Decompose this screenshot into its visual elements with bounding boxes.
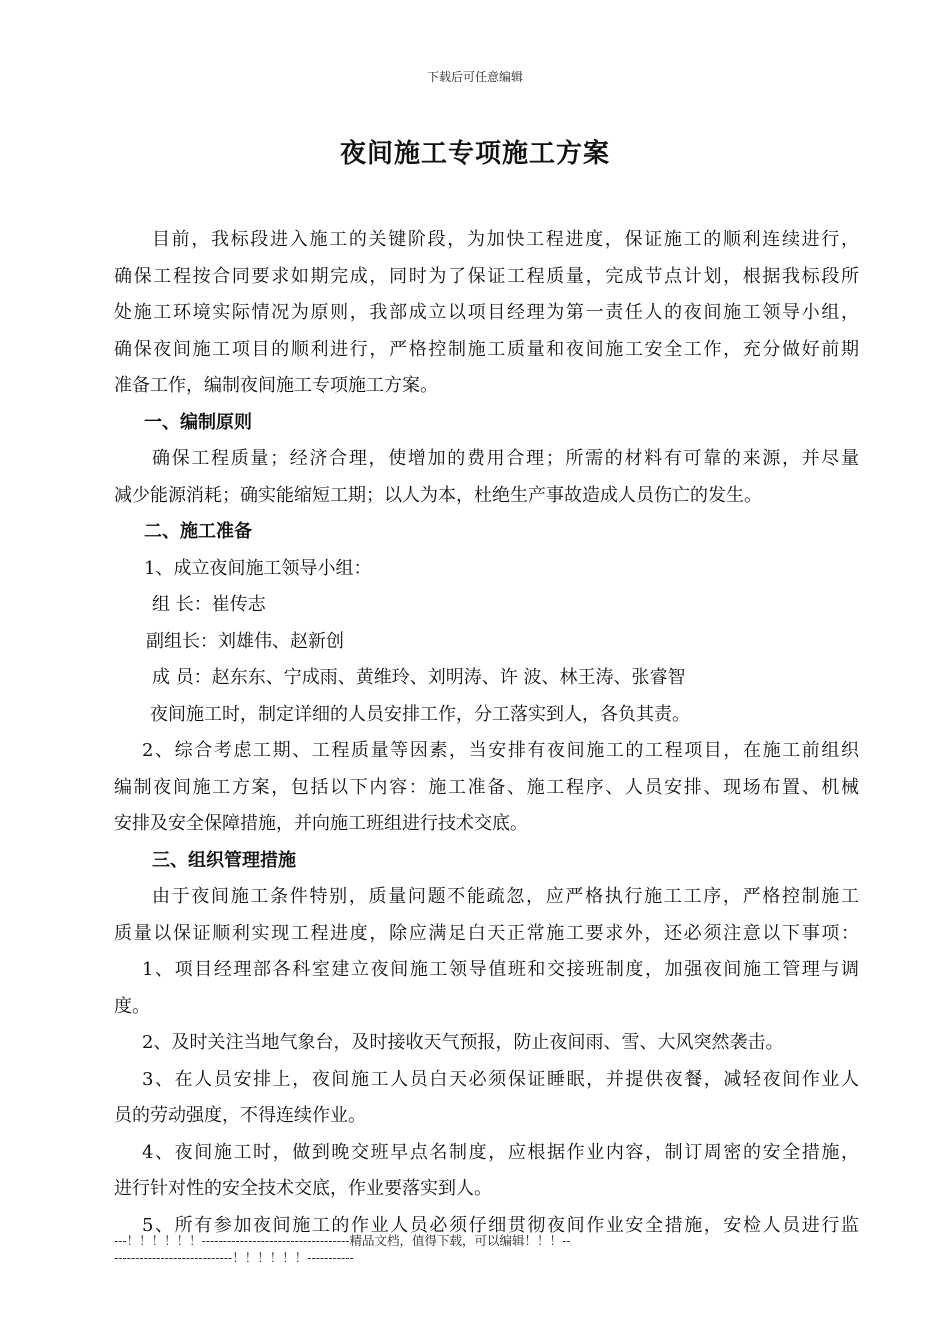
paragraph-line: 组 长：崔传志	[152, 594, 266, 615]
paragraph-line: 夜间施工时，制定详细的人员安排工作，分工落实到人，各负其责。	[150, 703, 690, 725]
paragraph-line: 1、项目经理部各科室建立夜间施工领导值班和交接班制度，加强夜间施工管理与调	[142, 959, 859, 980]
document-body	[114, 225, 859, 1247]
paragraph-line: 确保夜间施工项目的顺利进行，严格控制施工质量和夜间施工安全工作，充分做好前期	[114, 338, 859, 360]
paragraph-line: 质量以保证顺利实现工程进度，除应满足白天正常施工要求外，还必须注意以下事项：	[114, 922, 859, 944]
section-heading: 三、组织管理措施	[152, 849, 296, 871]
paragraph-line: 编制夜间施工方案，包括以下内容：施工准备、施工程序、人员安排、现场布置、机械	[114, 776, 859, 798]
paragraph-line: 4、夜间施工时，做到晚交班早点名制度，应根据作业内容，制订周密的安全措施，	[142, 1141, 859, 1163]
paragraph-line: 成 员：赵东东、宁成雨、黄维玲、刘明涛、许 波、林王涛、张睿智	[152, 667, 686, 688]
paragraph-line: 2、及时关注当地气象台，及时接收天气预报，防止夜间雨、雪、大风突然袭击。	[142, 1032, 784, 1053]
section-heading: 二、施工准备	[144, 521, 252, 542]
section-heading: 一、编制原则	[144, 411, 252, 433]
paragraph-line: 处施工环境实际情况为原则，我部成立以项目经理为第一责任人的夜间施工领导小组，	[114, 302, 859, 323]
paragraph-line: 度。	[114, 995, 150, 1017]
paragraph-line: 减少能源消耗；确实能缩短工期；以人为本，杜绝生产事故造成人员伤亡的发生。	[114, 484, 762, 506]
paragraph-line: 3、在人员安排上，夜间施工人员白天必须保证睡眠，并提供夜餐，减轻夜间作业人	[142, 1068, 859, 1090]
paragraph-line: 员的劳动强度，不得连续作业。	[114, 1105, 366, 1126]
paragraph-line: 进行针对性的安全技术交底，作业要落实到人。	[114, 1178, 492, 1199]
header-note: 下载后可任意编辑	[426, 70, 523, 84]
document-title: 夜间施工专项施工方案	[339, 139, 610, 169]
paragraph-line: 5、所有参加夜间施工的作业人员必须仔细贯彻夜间作业安全措施，安检人员进行监	[142, 1214, 859, 1236]
paragraph-line: 准备工作，编制夜间施工专项施工方案。	[114, 375, 438, 396]
paragraph-line: 确保工程按合同要求如期完成，同时为了保证工程质量，完成节点计划，根据我标段所	[114, 265, 859, 287]
footer-note: ---！！！！！！-----------------------------------精品文档，值得下载，可以编辑！！！------------------------------！！！！！！-----------	[114, 1233, 571, 1265]
paragraph-line: 安排及安全保障措施，并向施工班组进行技术交底。	[114, 813, 528, 834]
paragraph-line: 确保工程质量；经济合理，使增加的费用合理；所需的材料有可靠的来源，并尽量	[152, 448, 859, 469]
paragraph-line: 由于夜间施工条件特别，质量问题不能疏忽，应严格执行施工工序，严格控制施工	[152, 886, 859, 907]
paragraph-line: 目前，我标段进入施工的关键阶段，为加快工程进度，保证施工的顺利连续进行，	[152, 229, 859, 250]
paragraph-line: 1、成立夜间施工领导小组：	[144, 557, 372, 579]
paragraph-line: 副组长：刘雄伟、赵新创	[146, 630, 344, 652]
paragraph-line: 2、综合考虑工期、工程质量等因素，当安排有夜间施工的工程项目，在施工前组织	[142, 740, 859, 761]
